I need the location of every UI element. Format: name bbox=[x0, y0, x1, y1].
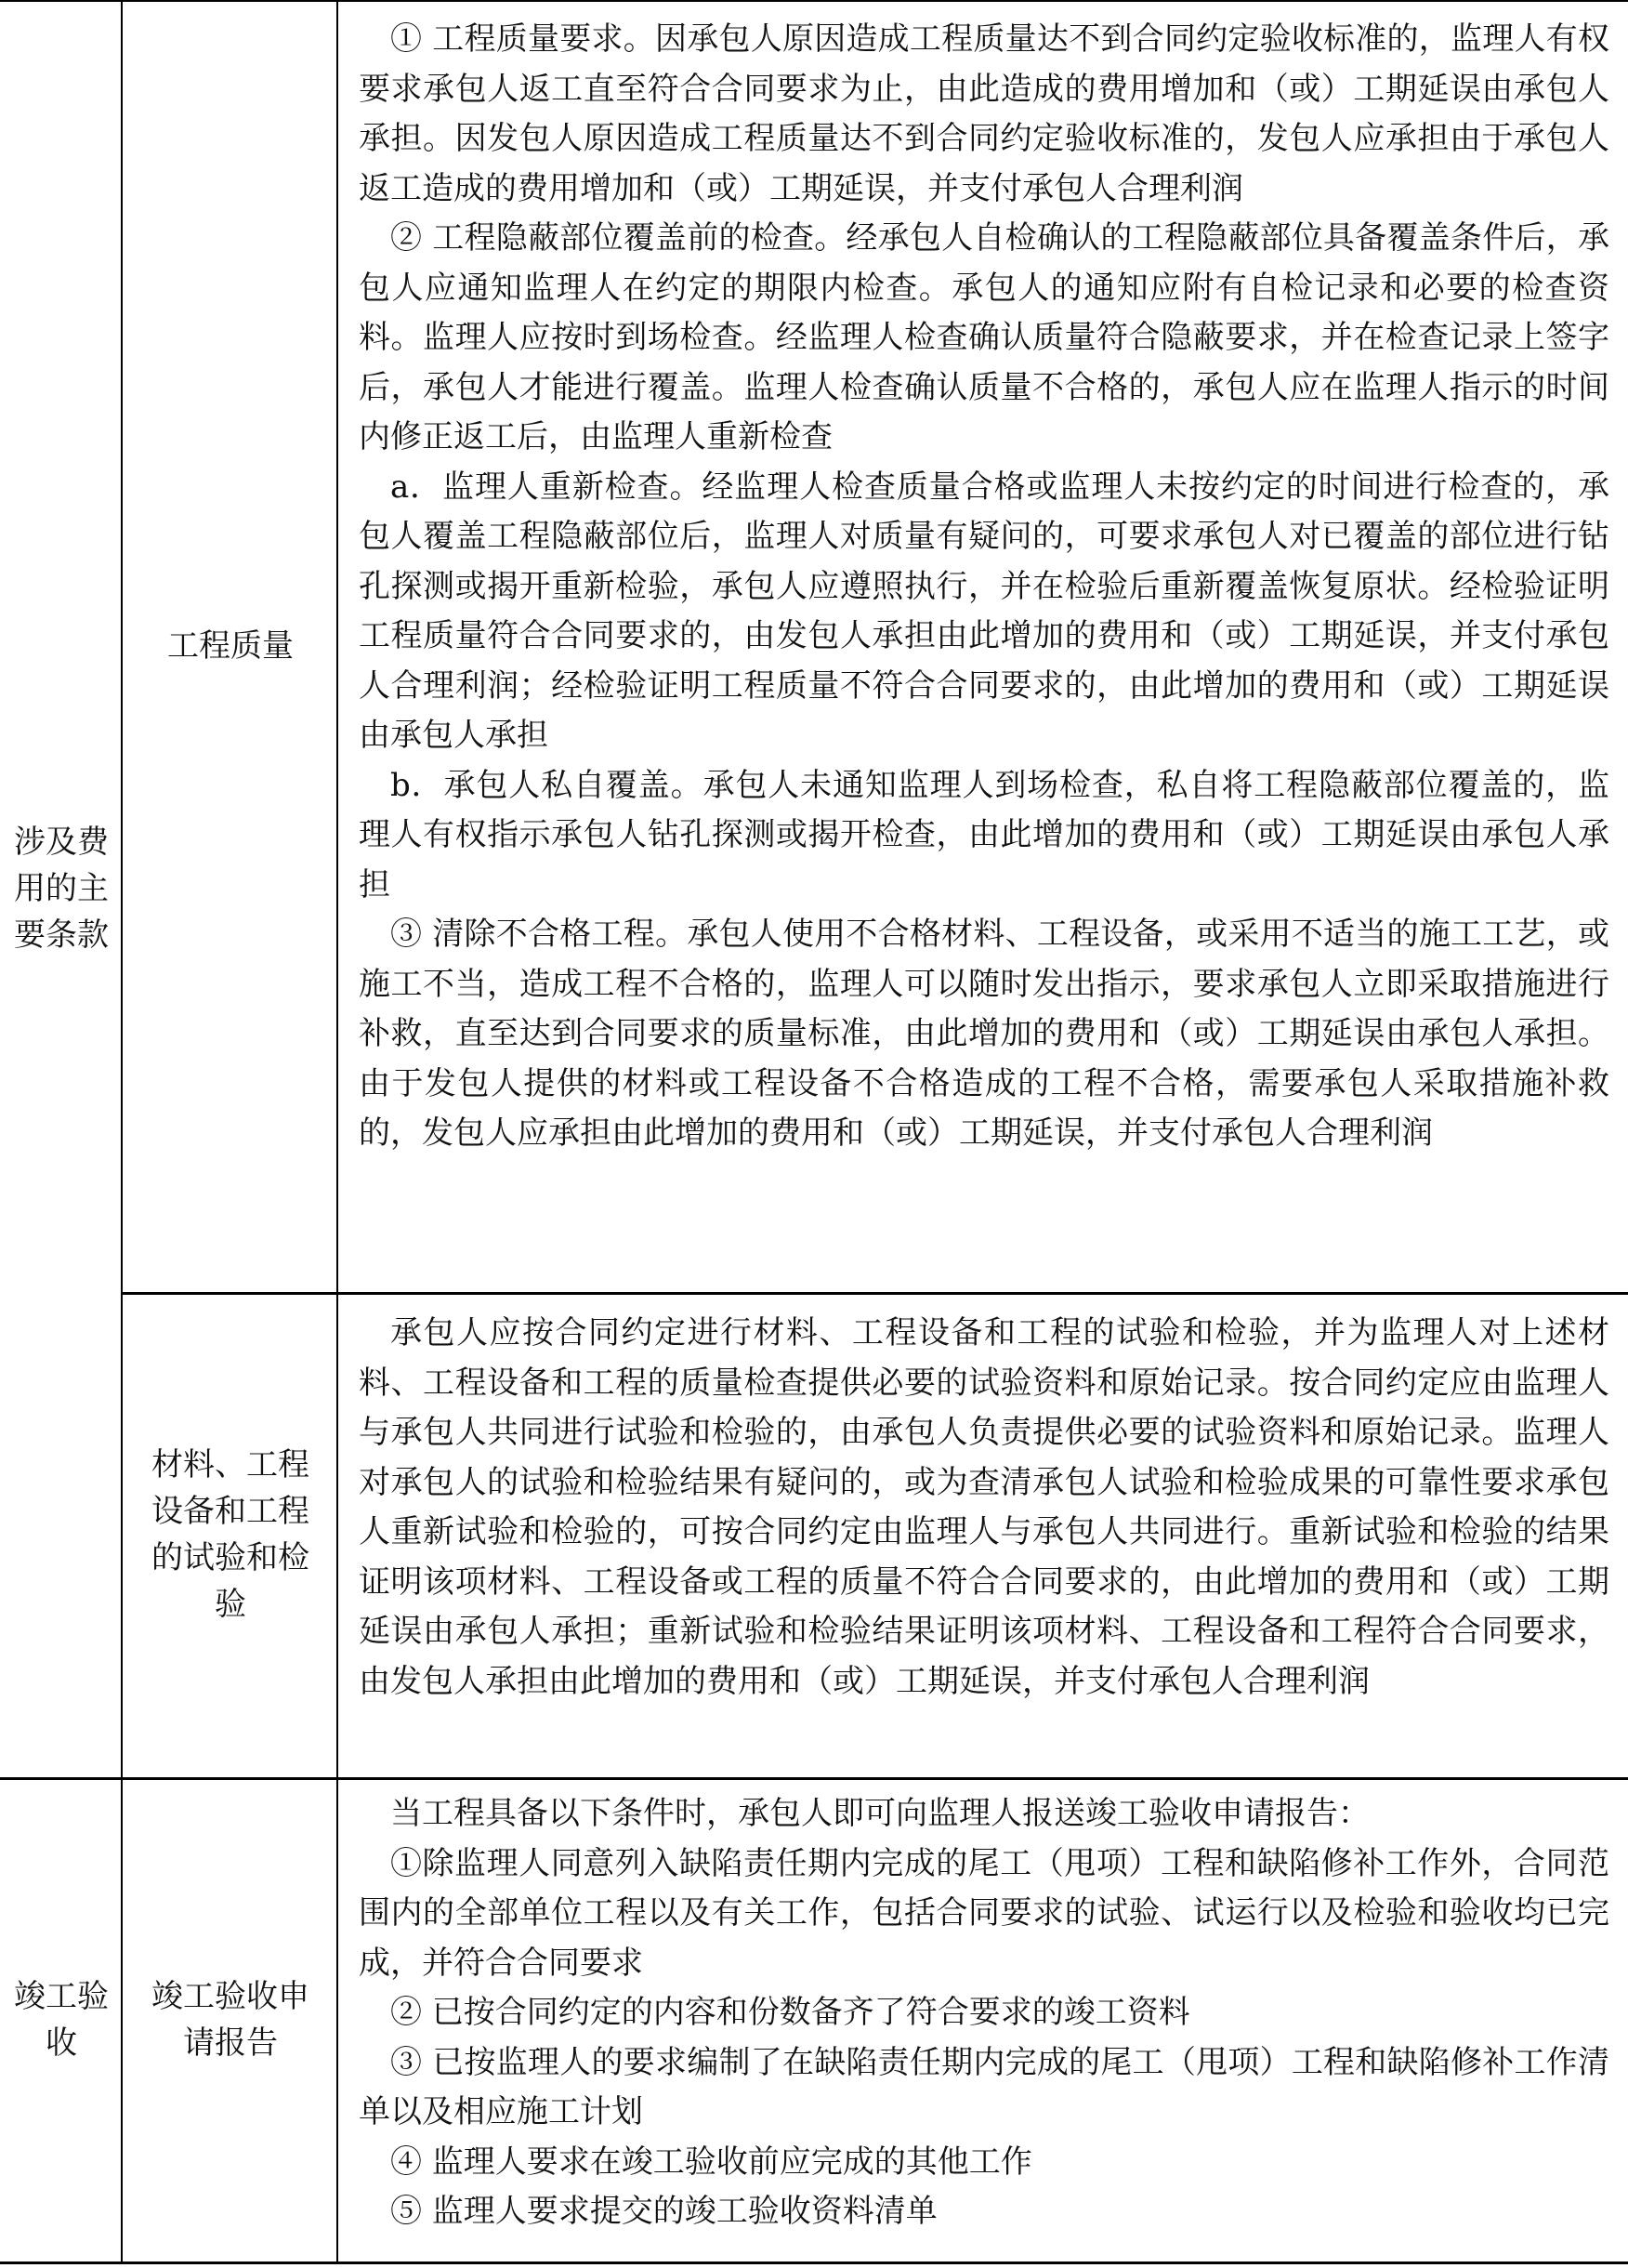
clause-paragraph: ③ 清除不合格工程。承包人使用不合格材料、工程设备，或采用不适当的施工工艺，或施工不当，造成工程不合格的，监理人可以随时发出指示，要求承包人立即采取措施进行补救，直至达到合同要求的质量标准，由此增加的费用和（或）工期延误由承包人承担。由于发包人提供的材料或工程设备不合格造成的工程不合格，需要承包人采取措施补救的，发包人应承担由此增加的费用和（或）工期延误，并支付承包人合理利润 bbox=[359, 916, 1609, 1152]
column-divider-1 bbox=[121, 0, 123, 2263]
clause-paragraph: 承包人应按合同约定进行材料、工程设备和工程的试验和检验，并为监理人对上述材料、工程设备和工程的质量检查提供必要的试验资料和原始记录。按合同约定应由监理人与承包人共同进行试验和检验的，由承包人负责提供必要的试验资料和原始记录。监理人对承包人的试验和检验结果有疑问的，或为查清承包人试验和检验成果的可靠性要求承包人重新试验和检验的，可按合同约定由监理人与承包人共同进行。重新试验和检验的结果证明该项材料、工程设备或工程的质量不符合合同要求的，由此增加的费用和（或）工期延误由承包人承担；重新试验和检验结果证明该项材料、工程设备和工程符合合同要求，由发包人承担由此增加的费用和（或）工期延误，并支付承包人合理利润 bbox=[359, 1314, 1609, 1700]
clause-content bbox=[359, 1309, 1609, 1707]
subcategory-cell bbox=[139, 1292, 322, 1777]
subcategory-cell bbox=[139, 1777, 322, 2262]
clause-paragraph: ② 工程隐蔽部位覆盖前的检查。经承包人自检确认的工程隐蔽部位具备覆盖条件后，承包人应通知监理人在约定的期限内检查。承包人的通知应附有自检记录和必要的检查资料。监理人应按时到场检查。经监理人检查确认质量符合隐蔽要求，并在检查记录上签字后，承包人才能进行覆盖。监理人检查确认质量不合格的，承包人应在监理人指示的时间内修正返工后，由监理人重新检查 bbox=[359, 219, 1609, 455]
category-cell bbox=[13, 0, 110, 1777]
subcategory-label: 竣工验收申请报告 bbox=[151, 1978, 309, 2062]
category-cell bbox=[13, 1777, 110, 2262]
category-label: 涉及费用的主要条款 bbox=[14, 824, 109, 954]
clause-content bbox=[359, 15, 1609, 1159]
clause-paragraph: 当工程具备以下条件时，承包人即可向监理人报送竣工验收申请报告： bbox=[390, 1795, 1370, 1832]
clause-paragraph: ② 已按合同约定的内容和份数备齐了符合要求的竣工资料 bbox=[390, 1994, 1190, 2031]
clause-paragraph: ① 工程质量要求。因承包人原因造成工程质量达不到合同约定验收标准的，监理人有权要求承包人返工直至符合合同要求为止，由此造成的费用增加和（或）工期延误由承包人承担。因发包人原因造成工程质量达不到合同约定验收标准的，发包人应承担由于承包人返工造成的费用增加和（或）工期延误，并支付承包人合理利润 bbox=[359, 20, 1609, 207]
column-divider-2 bbox=[336, 0, 338, 2263]
clause-paragraph: ③ 已按监理人的要求编制了在缺陷责任期内完成的尾工（甩项）工程和缺陷修补工作清单以及相应施工计划 bbox=[359, 2043, 1609, 2130]
clause-content bbox=[359, 1789, 1609, 2237]
subcategory-cell bbox=[139, 0, 322, 1292]
subcategory-label: 材料、工程设备和工程的试验和检验 bbox=[151, 1446, 309, 1623]
row-divider bbox=[121, 1292, 1628, 1295]
clause-paragraph: ⑤ 监理人要求提交的竣工验收资料清单 bbox=[390, 2193, 938, 2230]
clause-paragraph: ①除监理人同意列入缺陷责任期内完成的尾工（甩项）工程和缺陷修补工作外，合同范围内的全部单位工程以及有关工作，包括合同要求的试验、试运行以及检验和验收均已完成，并符合合同要求 bbox=[359, 1844, 1609, 1982]
category-label: 竣工验收 bbox=[14, 1978, 109, 2062]
clause-paragraph: ④ 监理人要求在竣工验收前应完成的其他工作 bbox=[390, 2143, 1032, 2181]
clause-paragraph: a．监理人重新检查。经监理人检查质量合格或监理人未按约定的时间进行检查的，承包人覆盖工程隐蔽部位后，监理人对质量有疑问的，可要求承包人对已覆盖的部位进行钻孔探测或揭开重新检验，承包人应遵照执行，并在检验后重新覆盖恢复原状。经检验证明工程质量符合合同要求的，由发包人承担由此增加的费用和（或）工期延误，并支付承包人合理利润；经检验证明工程质量不符合合同要求的，由此增加的费用和（或）工期延误由承包人承担 bbox=[359, 468, 1609, 754]
clause-paragraph: b．承包人私自覆盖。承包人未通知监理人到场检查，私自将工程隐蔽部位覆盖的，监理人有权指示承包人钻孔探测或揭开检查，由此增加的费用和（或）工期延误由承包人承担 bbox=[359, 766, 1609, 903]
subcategory-label: 工程质量 bbox=[167, 627, 294, 665]
